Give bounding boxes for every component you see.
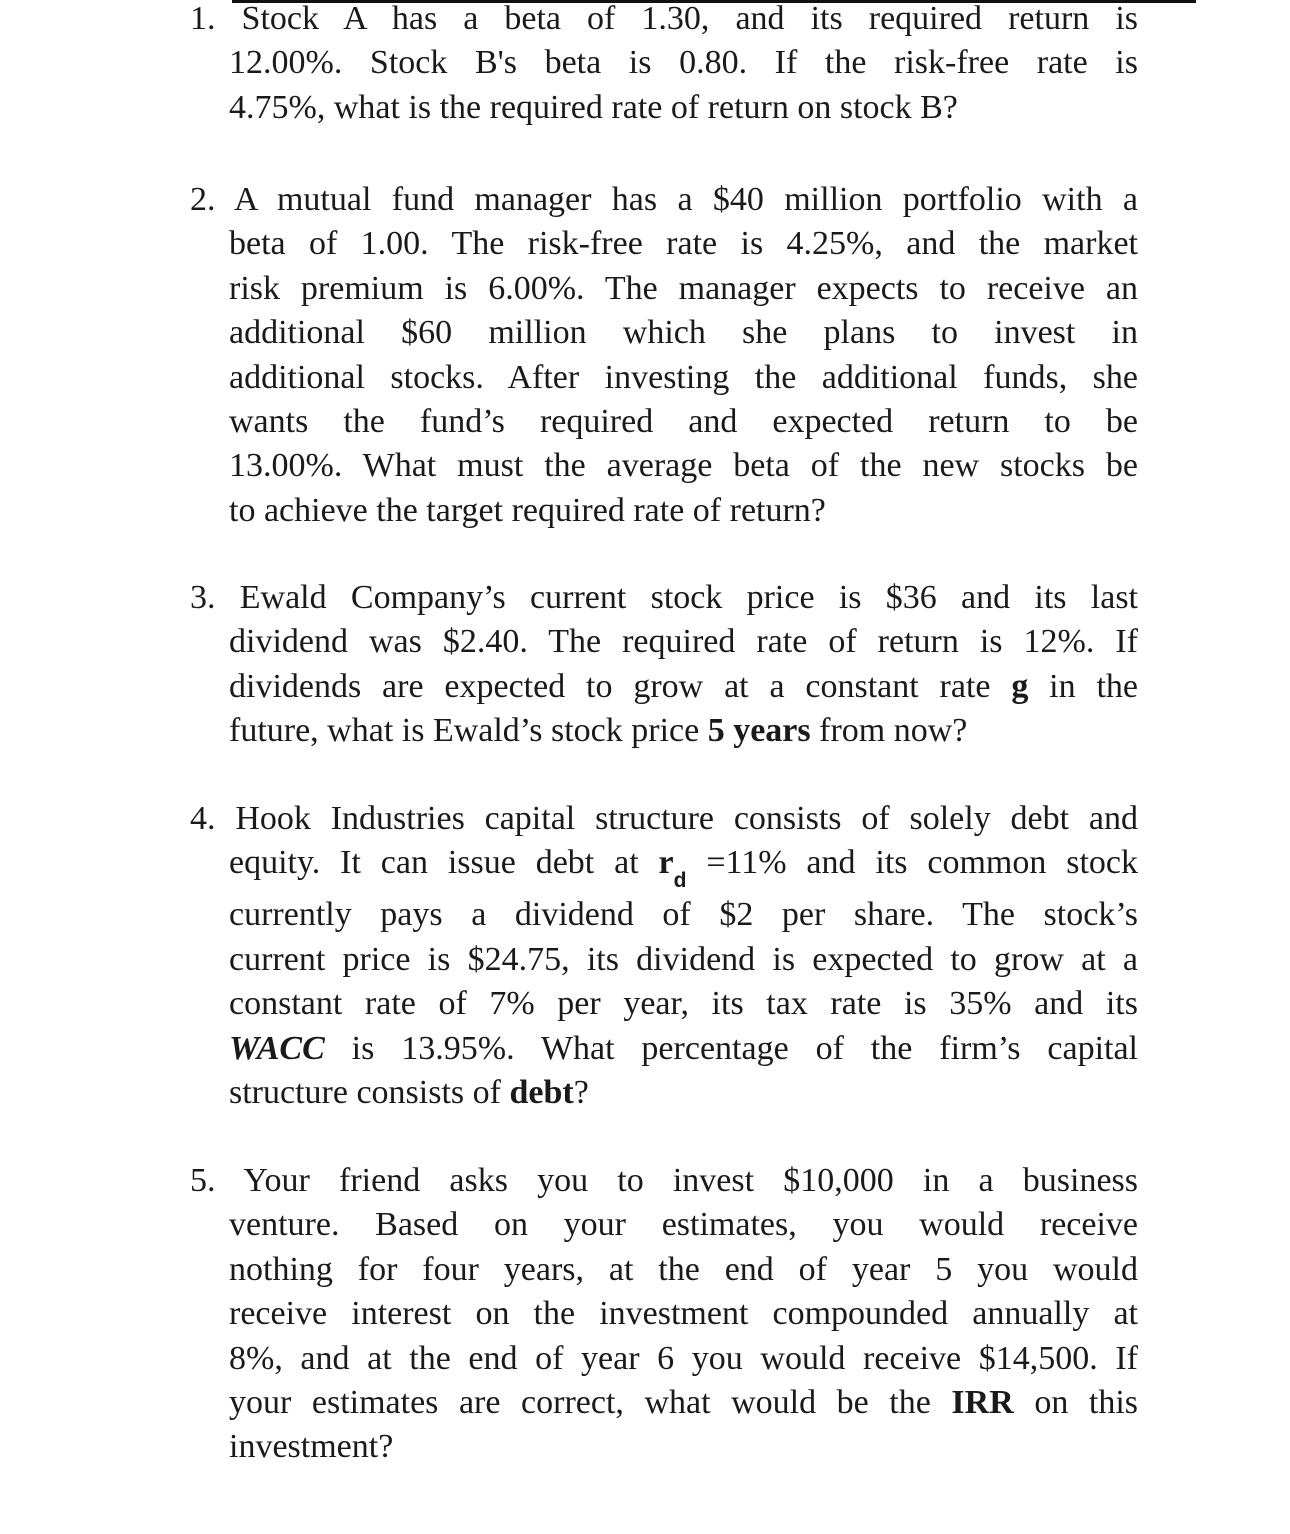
question-1-line-2: 12.00%. Stock B's beta is 0.80. If the risk-free rate is [229,44,1138,82]
question-5-line-1 [190,1159,1138,1203]
question-3-line-4 [190,709,1138,753]
question-4-line-7-post: ? [573,1073,589,1111]
question-3-line-3 [190,665,1138,709]
question-3-line-1 [190,576,1138,620]
debt-emphasis: debt [509,1073,574,1111]
question-4-line-3: currently pays a dividend of $2 per share. The stock’s [229,896,1138,934]
five-years-emphasis: 5 years [707,712,811,750]
question-2-line-6: wants the fund’s required and expected return to be [229,402,1138,440]
question-5-line-6-pre: your estimates are correct, what would be the [229,1383,931,1421]
irr-emphasis: IRR [951,1383,1014,1421]
question-4 [190,797,1138,1115]
wacc-term: WACC [229,1029,325,1067]
cost-of-debt-symbol: r [658,844,674,882]
question-5-line-5: 8%, and at the end of year 6 you would receive $14,500. If [229,1339,1138,1377]
question-5 [190,1159,1138,1470]
question-3-line-3-post: in the [1049,667,1138,705]
question-3-line-4-pre: future, what is Ewald’s stock price [229,712,700,750]
question-1-line-1-text: Stock A has a beta of 1.30, and its required return is [241,0,1138,37]
question-3-line-3-pre: dividends are expected to grow at a constant rate [229,667,991,705]
question-2 [190,178,1138,533]
question-5-line-4: receive interest on the investment compounded annually at [229,1295,1138,1333]
question-1 [190,0,1138,130]
question-4-line-4: current price is $24.75, its dividend is expected to grow at a [229,940,1138,978]
question-5-line-6-post: on this [1034,1383,1139,1421]
question-4-line-6-post: is 13.95%. What percentage of the firm’s capital [351,1029,1139,1067]
growth-rate-symbol: g [1011,667,1029,705]
question-5-line-1-text: Your friend asks you to invest $10,000 in a business [243,1162,1138,1199]
question-2-line-5: additional stocks. After investing the additional funds, she [229,358,1138,396]
question-4-line-2-pre: equity. It can issue debt at [229,844,639,882]
question-3-line-2: dividend was $2.40. The required rate of return is 12%. If [229,623,1138,661]
question-3-line-1-text: Ewald Company’s current stock price is $36 and its last [239,579,1138,616]
question-3 [190,576,1138,754]
question-4-line-1-text: Hook Industries capital structure consists of solely debt and [235,800,1138,837]
question-4-line-6 [190,1027,1138,1071]
question-5-line-2: venture. Based on your estimates, you would receive [229,1206,1138,1244]
question-2-line-1-text: A mutual fund manager has a $40 million portfolio with a [233,181,1138,218]
question-3-line-4-post: from now? [819,712,968,750]
question-5-line-6 [190,1381,1138,1425]
question-5-line-7: investment? [229,1428,394,1466]
question-4-line-1 [190,797,1138,841]
question-1-number: 1. [190,0,216,37]
question-2-number: 2. [190,181,216,218]
question-2-line-2: beta of 1.00. The risk-free rate is 4.25%, and the market [229,225,1138,263]
question-2-line-1 [190,178,1138,222]
question-2-line-8: to achieve the target required rate of return? [229,491,826,529]
question-5-number: 5. [190,1162,216,1199]
question-2-line-4: additional $60 million which she plans to invest in [229,314,1138,352]
question-4-line-5: constant rate of 7% per year, its tax rate is 35% and its [229,985,1138,1023]
question-4-line-2-post: =11% and its common stock [706,844,1139,882]
question-4-line-7-pre: structure consists of [229,1073,501,1111]
question-3-number: 3. [190,579,216,616]
question-2-line-3: risk premium is 6.00%. The manager expects to receive an [229,269,1138,307]
question-1-line-1 [190,0,1138,41]
question-4-line-2 [190,841,1138,893]
question-4-number: 4. [190,800,216,837]
question-5-line-3: nothing for four years, at the end of year 5 you would [229,1250,1138,1288]
question-1-line-3: 4.75%, what is the required rate of return on stock B? [229,88,958,126]
question-2-line-7: 13.00%. What must the average beta of the new stocks be [229,447,1138,485]
question-4-line-7 [190,1071,1138,1115]
cost-of-debt-subscript: d [673,869,687,893]
